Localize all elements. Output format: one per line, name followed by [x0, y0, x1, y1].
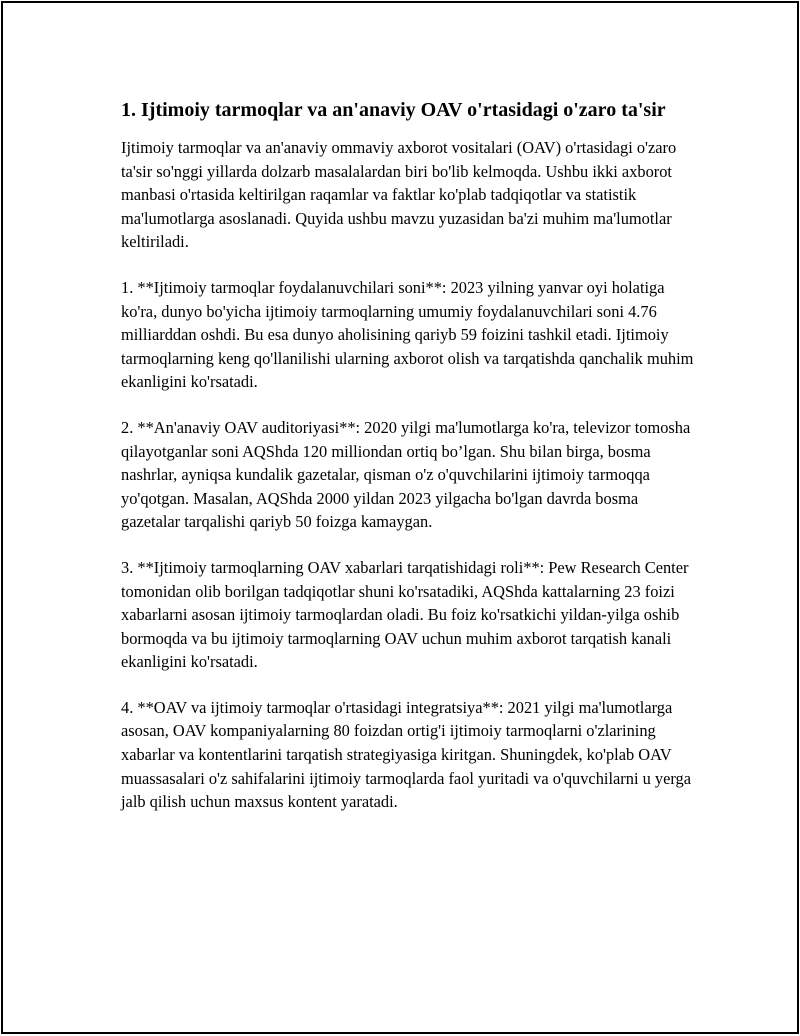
intro-paragraph: Ijtimoiy tarmoqlar va an'anaviy ommaviy axborot vositalari (OAV) o'rtasidagi o'zaro ta'sir so'nggi yillarda dolzarb masalalardan biri bo'lib kelmoqda. Ushbu ikki axborot manbasi o'rtasida keltirilgan raqamlar va faktlar ko'plab tadqiqotlar va statistik ma'lumotlarga asoslanadi. Quyida ushbu mavzu yuzasidan ba'zi muhim ma'lumotlar keltiriladi. [121, 138, 677, 252]
point-4-paragraph: 4. **OAV va ijtimoiy tarmoqlar o'rtasidagi integratsiya**: 2021 yilgi ma'lumotlarga asosan, OAV kompaniyalarning 80 foizdan ortig'i ijtimoiy tarmoqlarni o'zlarining xabarlar va kontentlarini tarqatish strategiyasiga kiritgan. Shuningdek, ko'plab OAV muassasalari o'z sahifalarini ijtimoiy tarmoqlarda faol yuritadi va o'quvchilarni u yerga jalb qilish uchun maxsus kontent yaratadi. [121, 697, 691, 812]
document-body [121, 96, 701, 836]
section-heading: 1. Ijtimoiy tarmoqlar va an'anaviy OAV o'rtasidagi o'zaro ta'sir [121, 99, 666, 121]
point-3-paragraph: 3. **Ijtimoiy tarmoqlarning OAV xabarlari tarqatishidagi roli**: Pew Research Center tomonidan olib borilgan tadqiqotlar shuni ko'rsatadiki, AQShda kattalarning 23 foizi xabarlarni asosan ijtimoiy tarmoqlardan oladi. Bu foiz ko'rsatkichi yildan-yilga oshib bormoqda va bu ijtimoiy tarmoqlarning OAV uchun muhim axborot tarqatish kanali ekanligini ko'rsatadi. [121, 557, 689, 672]
point-1-paragraph: 1. **Ijtimoiy tarmoqlar foydalanuvchilari soni**: 2023 yilning yanvar oyi holatiga ko'ra, dunyo bo'yicha ijtimoiy tarmoqlarning umumiy foydalanuvchilari soni 4.76 milliarddan oshdi. Bu esa dunyo aholisining qariyb 59 foizini tashkil etadi. Ijtimoiy tarmoqlarning keng qo'llanilishi ularning axborot olish va tarqatishda qanchalik muhim ekanligini ko'rsatadi. [121, 277, 694, 392]
document-page [1, 1, 799, 1034]
point-2-paragraph: 2. **An'anaviy OAV auditoriyasi**: 2020 yilgi ma'lumotlarga ko'ra, televizor tomosha qilayotganlar soni AQShda 120 milliondan ortiq bo’lgan. Shu bilan birga, bosma nashrlar, ayniqsa kundalik gazetalar, qisman o'z o'quvchilarini ijtimoiy tarmoqqa yo'qotgan. Masalan, AQShda 2000 yildan 2023 yilgacha bo'lgan davrda bosma gazetalar tarqalishi qariyb 50 foizga kamaygan. [121, 417, 691, 532]
